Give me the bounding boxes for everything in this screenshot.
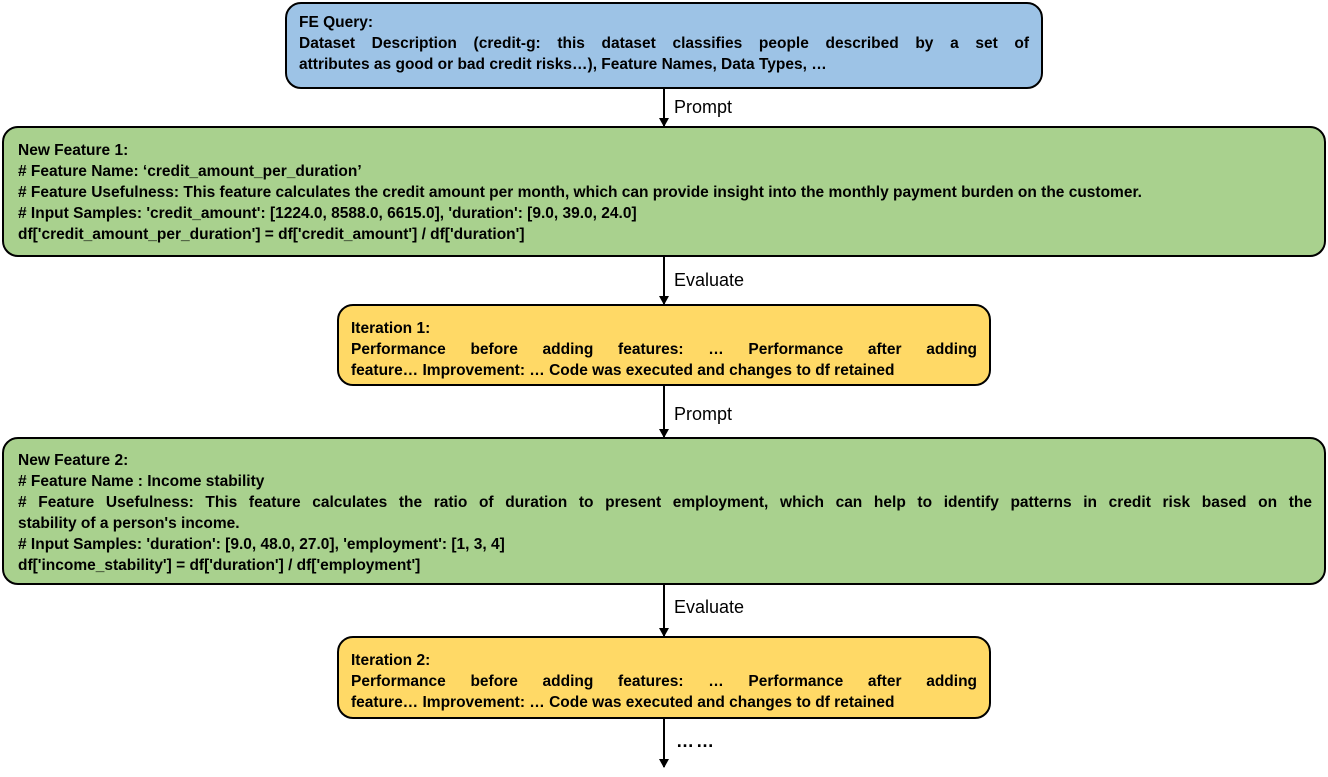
feature-2-samples: # Input Samples: 'duration': [9.0, 48.0, 27.0], 'employment': [1, 3, 4] <box>18 536 505 553</box>
arrow-label-prompt-2: Prompt <box>674 404 733 424</box>
feature-2-usefulness-line-1: # Feature Usefulness: This feature calculates the ratio of duration to present employment, which can help to identify patterns in credit risk based on the <box>18 494 1312 511</box>
iteration-2-box <box>337 636 991 719</box>
iteration-2-title: Iteration 2: <box>351 652 431 669</box>
arrow-prompt-2 <box>663 386 665 437</box>
iteration-2-line-2: feature… Improvement: … Code was executed and changes to df retained <box>351 694 895 711</box>
fe-query-line-2: attributes as good or bad credit risks…), Feature Names, Data Types, … <box>299 56 827 73</box>
feature-2-code: df['income_stability'] = df['duration'] / df['employment'] <box>18 557 421 574</box>
feature-1-name: # Feature Name: ‘credit_amount_per_duration’ <box>18 163 362 180</box>
arrow-label-ellipsis: …… <box>676 731 716 751</box>
arrow-label-evaluate-1: Evaluate <box>674 270 745 290</box>
iteration-1-box <box>337 304 991 386</box>
iteration-1-line-2: feature… Improvement: … Code was executed and changes to df retained <box>351 362 895 379</box>
feature-1-code: df['credit_amount_per_duration'] = df['credit_amount'] / df['duration'] <box>18 226 525 243</box>
arrow-prompt-1 <box>663 89 665 126</box>
arrow-label-prompt-1: Prompt <box>674 97 733 117</box>
feature-1-title: New Feature 1: <box>18 142 129 159</box>
iteration-2-line-1: Performance before adding features: … Performance after adding <box>351 673 977 690</box>
new-feature-2-box <box>2 437 1326 585</box>
feature-2-usefulness-line-2: stability of a person's income. <box>18 515 240 532</box>
fe-query-box <box>285 2 1043 89</box>
iteration-1-title: Iteration 1: <box>351 320 431 337</box>
fe-query-line-1: Dataset Description (credit-g: this dataset classifies people described by a set of <box>299 35 1029 52</box>
arrow-label-evaluate-2: Evaluate <box>674 597 745 617</box>
new-feature-1-box <box>2 126 1326 257</box>
arrow-evaluate-1 <box>663 257 665 304</box>
fe-query-title: FE Query: <box>299 14 374 31</box>
feature-2-name: # Feature Name : Income stability <box>18 473 265 490</box>
feature-2-title: New Feature 2: <box>18 452 129 469</box>
iteration-1-line-1: Performance before adding features: … Performance after adding <box>351 341 977 358</box>
feature-1-usefulness: # Feature Usefulness: This feature calculates the credit amount per month, which can provide insight into the monthly payment burden on the customer. <box>18 184 1142 201</box>
arrow-evaluate-2 <box>663 585 665 636</box>
arrow-continue <box>663 719 665 767</box>
feature-1-samples: # Input Samples: 'credit_amount': [1224.0, 8588.0, 6615.0], 'duration': [9.0, 39.0, 24.0] <box>18 205 637 222</box>
